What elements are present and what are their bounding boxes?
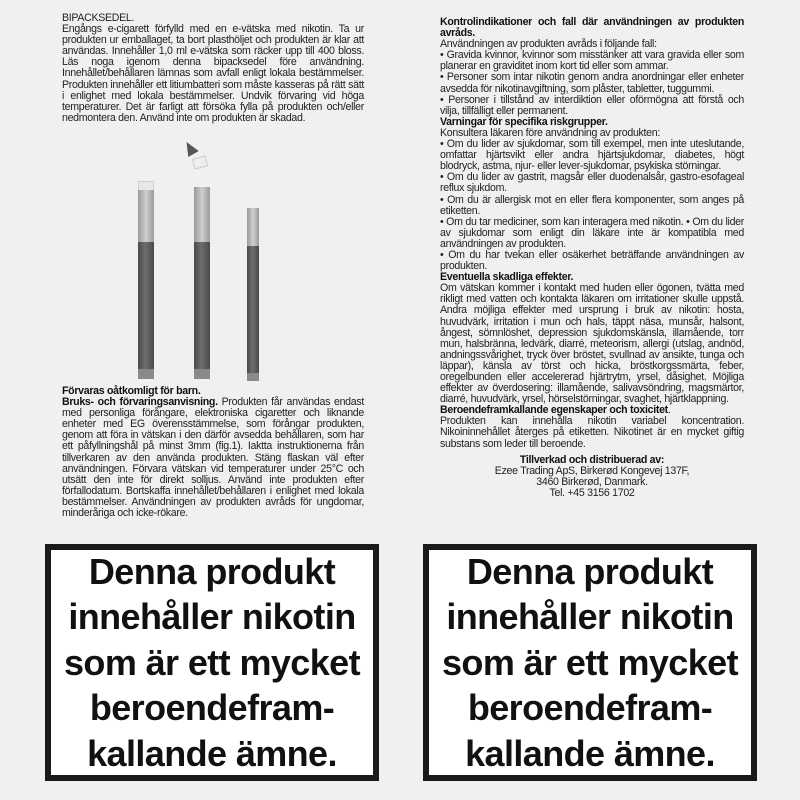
risk-item: • Om du har tvekan eller osäkerhet beträffande användningen av produkten.	[440, 248, 744, 273]
usage-text: Produkten får användas endast med personliga förångare, elektroniska cigaretter och liknande enheter med EG överensstämmelse, som förångar produkten, genom att föra in vätskan i den därför avsedda behållaren, som har ett påfyllningshål på minst 3mm (fig.1). Iaktta instruktionerna från tillverkaren av den använda produkten. Stäng flaskan väl efter användningen. Förvara vätskan vid temperaturer under 25°C och utsätt den inte för direkt solljus. Använd inte produkten efter förfallodatum. Bortskaffa innehållet/behållaren i enlighet med lokala bestämmelser. Användningen av produkten avråds för ungdomar, minderåriga och icke-rökare.	[62, 396, 364, 520]
intro-text: Engångs e-cigarett förfylld med en e-vätska med nikotin. Ta ur produkten ur emballaget, ta bort plasthöljet och produkten är klar att användas. Innehåller 1,0 ml e-vätska som räcker upp till 400 bloss. Läs noga igenom denna bipacksedel före användning. Innehållet/behållaren lämnas som avfall enligt lokala bestämmelser. Produkten innehåller ett litiumbatteri som måste kasseras på rätt sätt i enlighet med lokala bestämmelser. Undvik förvaring vid höga temperaturer. Det är farligt att försöka fylla på produkten och/eller nedmontera den. Använd inte om produkten är skadad.	[62, 23, 364, 124]
leaflet-title: BIPACKSEDEL.	[62, 12, 135, 24]
warning-line: Denna produkt	[88, 550, 336, 592]
storage-heading: Förvaras oåtkomligt för barn.	[62, 385, 201, 397]
warning-line: beroendefram-	[89, 687, 335, 729]
addiction-heading: Beroendeframkallande egenskaper och toxicitet	[440, 404, 668, 417]
arrow-icon	[181, 139, 198, 157]
contra-item: • Gravida kvinnor, kvinnor som misstänker att vara gravida eller som planerar en graviditet inom kort tid eller som ammar.	[440, 49, 744, 73]
device-pen-capped	[138, 181, 154, 379]
contra-item: • Personer som intar nikotin genom andra anordningar eller enheter avsedda för nikotinavgiftning, som plåster, tabletter, tuggummi.	[440, 71, 744, 95]
contra-item: • Personer i tillstånd av interdiktion eller oförmögna att förstå och vilja, tillfälligt eller permanent.	[440, 93, 744, 117]
usage-heading: Bruks- och förvaringsanvisning.	[62, 396, 218, 409]
effects-text: Om vätskan kommer i kontakt med huden eller ögonen, tvätta med rikligt med vatten och kontakta läkaren om irritationer skulle uppstå. Andra möjliga effekter med ursprung i bruk av nikotin: hosta, huvudvärk, irritation i mun och hals, täppt näsa, munsår, halsont, ångest, sömnlöshet, depression sjukdomskänsla, illamående, torr mun, halsbränna, ledvärk, diarré, meteorism, allergi (utslag, andnöd, andningssvårighet, tryck över bröstet, svullnad av ansikte, tunga och läppar), känsla av törst och hicka, bröstkorgssmärta, feber, oregelbunden eller accelererad hjärtrytm, yrsel, dåsighet. Möjliga effekter av överdosering: illamående, salivavsöndring, magsmärtor, diarré, huvudvärk, yrsel, hörselstörningar, svaghet, hjärtklappning.	[440, 282, 744, 406]
risk-intro: Konsultera läkaren före användning av produkten:	[440, 126, 660, 139]
risk-item: • Om du lider av gastrit, magsår eller duodenalsår, gastro-esofageal reflux sjukdom.	[440, 171, 744, 195]
risk-item: • Om du tar mediciner, som kan interagera med nikotin. • Om du lider av sjukdomar som enligt din läkare inte är kompatibla med användningen av produkten.	[440, 215, 744, 250]
warning-line: som är ett mycket	[442, 641, 738, 683]
removed-cap	[192, 155, 208, 169]
credit-line: Ezee Trading ApS, Birkerød Kongevej 137F,	[494, 464, 690, 477]
nicotine-warning-box	[45, 544, 379, 781]
storage-section	[62, 386, 364, 519]
warning-line: kallande ämne.	[87, 732, 337, 774]
warning-line: innehåller nikotin	[446, 596, 734, 638]
device-illustration	[120, 135, 280, 383]
addiction-text: Produkten kan innehålla nikotin variabel koncentration. Nikoininnehållet återges på etiketten. Nikotinet är en mycket giftig substans som leder till beroende.	[440, 415, 744, 450]
leaflet-intro	[62, 13, 364, 124]
risk-item: • Om du är allergisk mot en eller flera komponenter, som anges på etiketten.	[440, 193, 744, 217]
credit-line: 3460 Birkerød, Danmark.	[536, 475, 648, 488]
warning-line: kallande ämne.	[465, 732, 715, 774]
device-pen-small	[247, 208, 259, 381]
device-pen-uncapped	[194, 187, 210, 379]
credit-line: Tel. +45 3156 1702	[549, 486, 635, 499]
risk-heading: Varningar för specifika riskgrupper.	[440, 115, 608, 128]
effects-heading: Eventuella skadliga effekter.	[440, 271, 574, 284]
warning-line: som är ett mycket	[64, 641, 360, 683]
warning-line: innehåller nikotin	[68, 596, 356, 638]
warning-line: beroendefram-	[467, 687, 713, 729]
right-column: Kontrolindikationer och fall där användningen av produkten avråds. Användningen av produkten avråds i följande fall: • Gravida kvinnor, kvinnor som misstänker att vara gravida eller som planerar en graviditet inom kort tid eller som ammar. • Personer som intar nikotin genom andra anordningar eller enheter avsedda för nikotinavgiftning, som plåster, tabletter, tuggummi. • Personer i tillstånd av interdiktion eller oförmögna att förstå och vilja, tillfälligt eller permanent. Varningar för specifika riskgrupper. Konsultera läkaren före användning av produkten: • Om du lider av sjukdomar, som till exempel, men inte uteslutande, omfattar hjärtsvikt eller andra hjärtsjukdomar, diabetes, högt blodryck, astma, njur- eller lever-sjukdomar, psykiska störningar. • Om du lider av gastrit, magsår eller duodenalsår, gastro-esofageal reflux sjukdom. • Om du är allergisk mot en eller flera komponenter, som anges på etiketten. • Om du tar mediciner, som kan interagera med nikotin. • Om du lider av sjukdomar som enligt din läkare inte är kompatibla med användningen av produkten. • Om du har tvekan eller osäkerhet beträffande användningen av produkten. Eventuella skadliga effekter. Om vätskan kommer i kontakt med huden eller ögonen, tvätta med rikligt med vatten och kontakta läkaren om irritationer skulle uppstå. Andra möjliga effekter med ursprung i bruk av nikotin: hosta, huvudvärk, irritation i mun och hals, täppt näsa, munsår, halsont, ångest, sömnlöshet, depression sjukdomskänsla, illamående, torr mun, halsbränna, ledvärk, diarré, meteorism, allergi (utslag, andnöd, andningssvårighet, tryck över bröstet, svullnad av ansikte, tunga och läppar), känsla av törst och hicka, bröstkorgssmärta, feber, oregelbunden eller accelererad hjärtrytm, yrsel, dåsighet. Möjliga effekter av överdosering: illamående, salivavsöndring, magsmärtor, diarré, huvudvärk, yrsel, hörselstörningar, svaghet, hjärtklappning. Beroendeframkallande egenskaper och toxicitet. Produkten kan innehålla nikotin variabel koncentration. Nikoininnehållet återges på etiketten. Nikotinet är en mycket giftig substans som leder till beroende. Tillverkad och distribuerad av: Ezee Trading ApS, Birkerød Kongevej 137F, 3460 Birkerød, Danmark. Tel. +45 3156 1702	[440, 16, 744, 499]
credit-heading: Tillverkad och distribuerad av:	[519, 453, 665, 466]
risk-item: • Om du lider av sjukdomar, som till exempel, men inte uteslutande, omfattar hjärtsvikt eller andra hjärtsjukdomar, diabetes, högt blodryck, astma, njur- eller lever-sjukdomar, psykiska störningar.	[440, 138, 744, 173]
contra-heading: Kontrolindikationer och fall där användningen av produkten avråds.	[440, 16, 744, 40]
nicotine-warning-box	[423, 544, 757, 781]
contra-intro: Användningen av produkten avråds i följande fall:	[440, 38, 657, 51]
warning-line: Denna produkt	[466, 550, 714, 592]
